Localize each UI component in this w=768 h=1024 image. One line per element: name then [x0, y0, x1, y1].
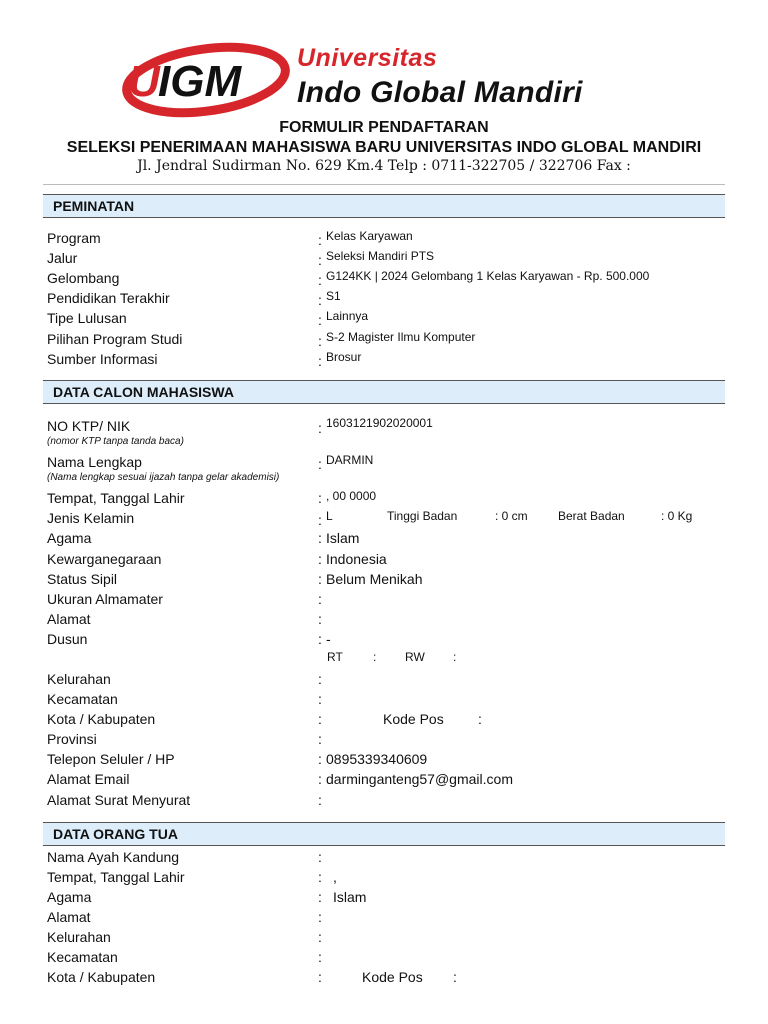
field-label: Kelurahan — [47, 929, 111, 945]
rw-colon: : — [453, 650, 457, 664]
field-colon: : — [318, 949, 322, 965]
field-ortu-ttl — [47, 869, 727, 887]
field-colon: : — [318, 929, 322, 945]
field-agama — [47, 530, 727, 548]
field-kota-kabupaten — [47, 711, 727, 729]
field-value: 0895339340609 — [326, 751, 428, 767]
field-colon: : — [318, 751, 322, 767]
field-label: Nama Ayah Kandung — [47, 849, 180, 865]
field-nama-ayah — [47, 849, 727, 867]
tinggi-badan-value: : 0 cm — [495, 509, 528, 523]
kode-pos-colon: : — [478, 711, 482, 727]
field-label: Status Sipil — [47, 571, 118, 587]
field-colon: : — [318, 771, 322, 787]
section-title: DATA ORANG TUA — [53, 826, 178, 842]
section-title: DATA CALON MAHASISWA — [53, 384, 234, 400]
rw-label: RW — [405, 650, 425, 664]
field-label: Telepon Seluler / HP — [47, 751, 175, 767]
field-label: Ukuran Almamater — [47, 591, 163, 607]
field-alamat-surat — [47, 792, 727, 810]
field-value: 1603121902020001 — [326, 416, 433, 430]
field-label: Pendidikan Terakhir — [47, 290, 170, 306]
field-label: NO KTP/ NIK — [47, 418, 131, 434]
field-label: Kota / Kabupaten — [47, 969, 156, 985]
field-colon: : — [318, 889, 322, 905]
field-colon: : — [318, 909, 322, 925]
field-label: Sumber Informasi — [47, 351, 158, 367]
field-colon: : — [318, 312, 322, 328]
field-label: Alamat Surat Menyurat — [47, 792, 191, 808]
field-gelombang — [47, 270, 727, 288]
field-colon: : — [318, 333, 322, 349]
field-colon: : — [318, 420, 322, 436]
field-colon: : — [318, 711, 322, 727]
field-note-nama: (Nama lengkap sesuai ijazah tanpa gelar akademisi) — [47, 472, 280, 483]
field-label: Alamat — [47, 611, 91, 627]
field-value: , — [333, 869, 337, 885]
field-value: G124KK | 2024 Gelombang 1 Kelas Karyawan - Rp. 500.000 — [326, 269, 650, 283]
field-colon: : — [318, 551, 322, 567]
field-ktp — [47, 418, 727, 436]
field-label: Jalur — [47, 250, 78, 266]
field-alamat — [47, 611, 727, 629]
field-label: Pilihan Program Studi — [47, 331, 183, 347]
field-value: Brosur — [326, 350, 362, 364]
field-colon: : — [318, 591, 322, 607]
field-colon: : — [318, 292, 322, 308]
field-label: Agama — [47, 889, 92, 905]
field-colon: : — [318, 792, 322, 808]
field-label: Kecamatan — [47, 691, 118, 707]
field-kewarganegaraan — [47, 551, 727, 569]
university-name-line1: Universitas — [297, 44, 438, 72]
field-label: Kelurahan — [47, 671, 111, 687]
field-note-ktp: (nomor KTP tanpa tanda baca) — [47, 436, 184, 447]
field-label: Kecamatan — [47, 949, 118, 965]
field-label: Gelombang — [47, 270, 120, 286]
field-kelurahan — [47, 671, 727, 689]
field-value: , 00 0000 — [326, 489, 377, 503]
kode-pos-colon: : — [453, 969, 457, 985]
field-label: Alamat — [47, 909, 91, 925]
field-program-studi — [47, 331, 727, 349]
field-value: Indonesia — [326, 551, 387, 567]
field-rt-rw — [47, 650, 727, 668]
field-status-sipil — [47, 571, 727, 589]
uigm-logo — [118, 40, 298, 118]
document-header — [0, 0, 768, 200]
field-sumber-informasi — [47, 351, 727, 369]
field-colon: : — [318, 611, 322, 627]
field-colon: : — [318, 849, 322, 865]
form-subtitle: SELEKSI PENERIMAAN MAHASISWA BARU UNIVERSITAS INDO GLOBAL MANDIRI — [66, 139, 702, 156]
header-divider — [43, 184, 725, 185]
field-label: Dusun — [47, 631, 88, 647]
field-colon: : — [318, 969, 322, 985]
field-kecamatan — [47, 691, 727, 709]
field-colon: : — [318, 252, 322, 268]
field-label: Tipe Lulusan — [47, 310, 127, 326]
field-telepon — [47, 751, 727, 769]
kode-pos-label: Kode Pos — [383, 711, 444, 727]
field-jenis-kelamin — [47, 510, 727, 528]
field-jalur — [47, 250, 727, 268]
field-value: S1 — [326, 289, 341, 303]
section-data-orang-tua — [43, 822, 725, 846]
field-value: Islam — [333, 889, 367, 905]
field-program — [47, 230, 727, 248]
field-ortu-kecamatan — [47, 949, 727, 967]
section-data-calon-mahasiswa — [43, 380, 725, 404]
field-nama-lengkap — [47, 454, 727, 472]
field-colon: : — [318, 869, 322, 885]
rt-label: RT — [327, 650, 343, 664]
field-label: Provinsi — [47, 731, 97, 747]
svg-text:IGM: IGM — [158, 57, 242, 106]
field-value: DARMIN — [326, 453, 374, 467]
field-value: L — [326, 509, 333, 523]
field-tipe-lulusan — [47, 310, 727, 328]
field-colon: : — [318, 232, 322, 248]
section-title: PEMINATAN — [53, 198, 135, 214]
tinggi-badan-label: Tinggi Badan — [387, 509, 458, 523]
field-colon: : — [318, 530, 322, 546]
field-value: - — [326, 631, 331, 647]
field-colon: : — [318, 691, 322, 707]
kode-pos-label: Kode Pos — [362, 969, 423, 985]
field-value: darminganteng57@gmail.com — [326, 771, 513, 787]
field-value: Seleksi Mandiri PTS — [326, 249, 435, 263]
field-label: Kewarganegaraan — [47, 551, 162, 567]
field-ortu-agama — [47, 889, 727, 907]
field-value: Belum Menikah — [326, 571, 423, 587]
field-colon: : — [318, 671, 322, 687]
form-title: FORMULIR PENDAFTARAN — [279, 119, 489, 136]
field-colon: : — [318, 353, 322, 369]
field-colon: : — [318, 512, 322, 528]
field-ortu-alamat — [47, 909, 727, 927]
field-value: Islam — [326, 530, 360, 546]
field-colon: : — [318, 571, 322, 587]
field-label: Tempat, Tanggal Lahir — [47, 869, 185, 885]
field-label: Nama Lengkap — [47, 454, 142, 470]
field-ttl — [47, 490, 727, 508]
field-ortu-kelurahan — [47, 929, 727, 947]
field-label: Program — [47, 230, 101, 246]
field-email — [47, 771, 727, 789]
field-provinsi — [47, 731, 727, 749]
field-value: Kelas Karyawan — [326, 229, 413, 243]
field-colon: : — [318, 631, 322, 647]
field-ortu-kota — [47, 969, 727, 987]
berat-badan-value: : 0 Kg — [661, 509, 693, 523]
field-colon: : — [318, 272, 322, 288]
field-dusun — [47, 631, 727, 649]
field-colon: : — [318, 731, 322, 747]
rt-colon: : — [373, 650, 377, 664]
field-colon: : — [318, 456, 322, 472]
field-label: Jenis Kelamin — [47, 510, 135, 526]
section-peminatan — [43, 194, 725, 218]
field-label: Agama — [47, 530, 92, 546]
field-label: Kota / Kabupaten — [47, 711, 156, 727]
svg-text:U: U — [128, 57, 160, 106]
field-colon: : — [318, 490, 322, 506]
field-value: Lainnya — [326, 309, 369, 323]
university-address: Jl. Jendral Sudirman No. 629 Km.4 Telp : 0711-322705 / 322706 Fax : — [137, 158, 631, 174]
field-value: S-2 Magister Ilmu Komputer — [326, 330, 476, 344]
field-label: Alamat Email — [47, 771, 130, 787]
university-name-line2: Indo Global Mandiri — [297, 76, 583, 109]
field-label: Tempat, Tanggal Lahir — [47, 490, 185, 506]
berat-badan-label: Berat Badan — [558, 509, 625, 523]
field-pendidikan-terakhir — [47, 290, 727, 308]
field-ukuran-almamater — [47, 591, 727, 609]
